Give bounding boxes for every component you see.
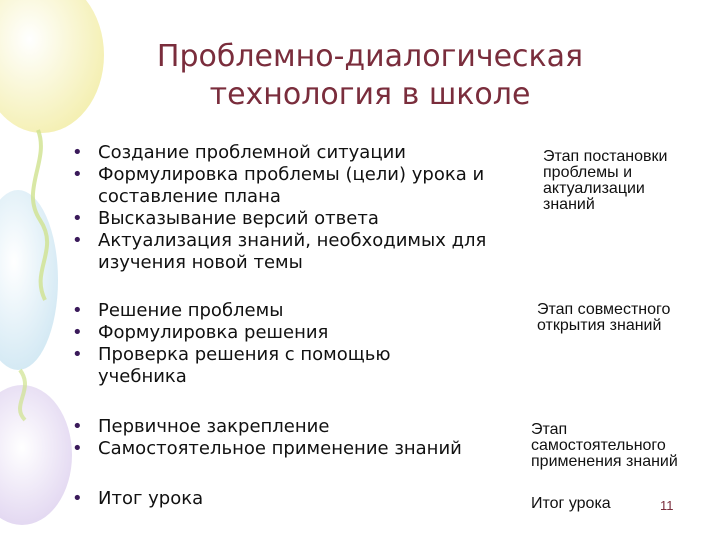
list-item: • Создание проблемной ситуации bbox=[72, 142, 406, 163]
list-item: • Формулировка проблемы (цели) урока и составление плана bbox=[72, 164, 485, 207]
bullet-icon: • bbox=[72, 164, 83, 185]
bullet-group-problem-setting bbox=[70, 142, 510, 274]
blue-balloon bbox=[0, 190, 58, 370]
stage-label-joint-discovery: Этап совместного открытия знаний bbox=[537, 301, 671, 334]
list-item: • Проверка решения с помощью учебника bbox=[72, 344, 391, 387]
list-item: • Формулировка решения bbox=[72, 322, 329, 343]
bullet-icon: • bbox=[72, 208, 83, 229]
bullet-icon: • bbox=[72, 142, 83, 163]
page-number: 11 bbox=[660, 498, 674, 513]
stage-label-problem-setting: Этап постановки проблемы и актуализации знаний bbox=[543, 148, 668, 213]
bullet-icon: • bbox=[72, 300, 83, 321]
bullet-group-joint-discovery bbox=[70, 300, 450, 388]
bullet-icon: • bbox=[72, 416, 83, 437]
list-item: • Высказывание версий ответа bbox=[72, 208, 379, 229]
bullet-icon: • bbox=[72, 488, 83, 509]
list-item: • Итог урока bbox=[72, 488, 204, 509]
bullet-icon: • bbox=[72, 322, 83, 343]
list-item: • Первичное закрепление bbox=[72, 416, 330, 437]
slide-title bbox=[120, 38, 620, 114]
list-item: • Решение проблемы bbox=[72, 300, 284, 321]
bullet-group-independent-application bbox=[70, 416, 520, 460]
list-item: • Актуализация знаний, необходимых для изучения новой темы bbox=[72, 230, 487, 273]
stage-label-independent-application: Этап самостоятельного применения знаний bbox=[531, 421, 678, 470]
bullet-icon: • bbox=[72, 438, 83, 459]
yellow-balloon bbox=[0, 0, 104, 133]
lilac-balloon bbox=[0, 385, 72, 525]
bullet-icon: • bbox=[72, 230, 83, 251]
list-item: • Самостоятельное применение знаний bbox=[72, 438, 462, 459]
stage-label-lesson-summary: Итог урока bbox=[531, 495, 611, 512]
slide-title-line2: технология в школе bbox=[209, 77, 531, 112]
bullet-icon: • bbox=[72, 344, 83, 365]
slide-title-line1: Проблемно-диалогическая bbox=[156, 39, 584, 74]
bullet-group-lesson-summary bbox=[70, 488, 370, 510]
